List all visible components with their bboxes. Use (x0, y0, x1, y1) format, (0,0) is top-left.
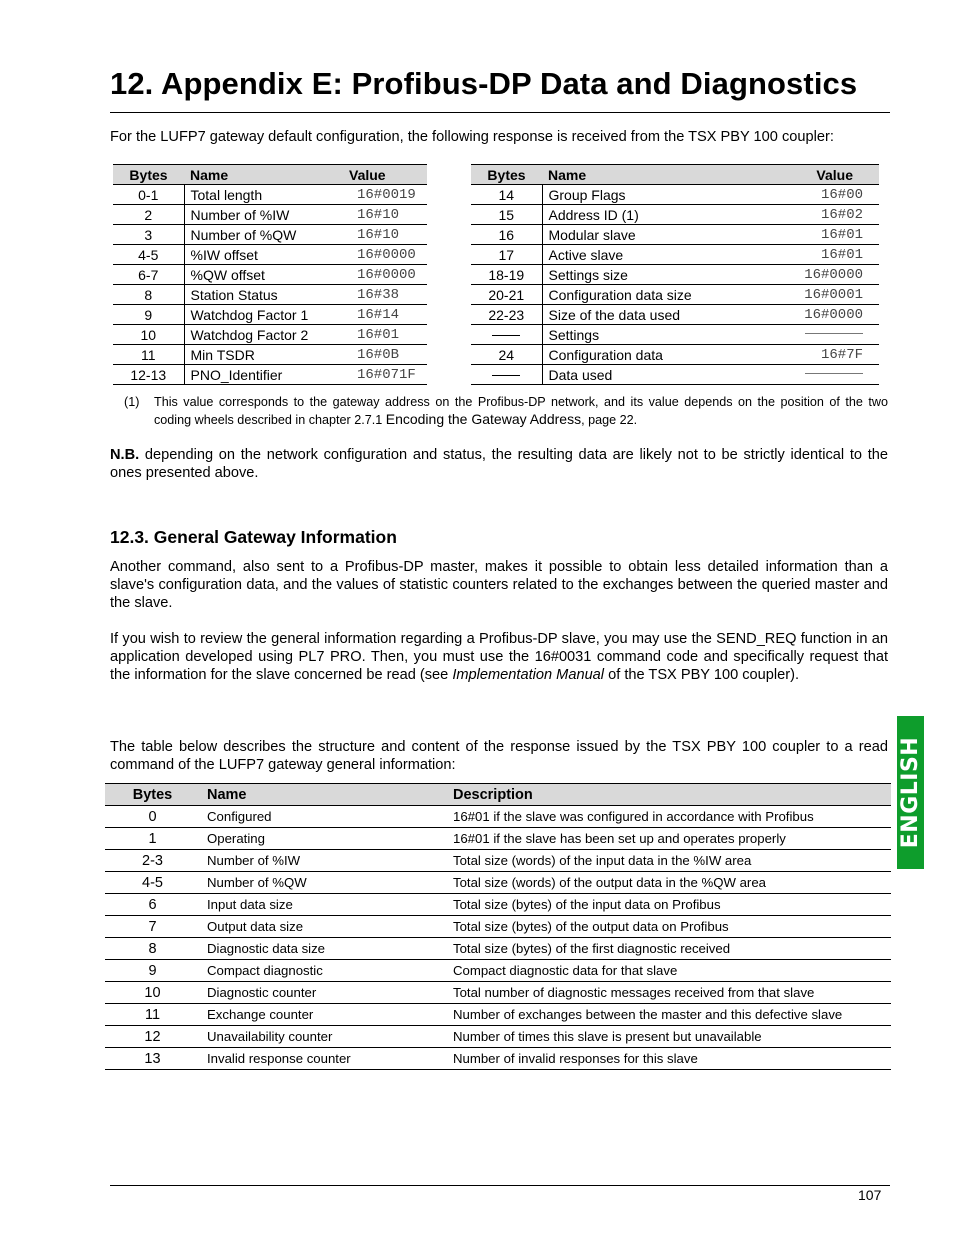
table-row (105, 850, 891, 872)
table-row (113, 245, 427, 265)
table-row (105, 1004, 891, 1026)
header-bytes: Bytes (113, 165, 184, 185)
bytes-cell: 7 (105, 916, 200, 938)
bytes-cell (471, 365, 542, 385)
right-table-header (471, 165, 879, 185)
footnote-text: This value corresponds to the gateway address on the Profibus-DP network, and its value depends on the position of the two coding wheels described in chapter 2.7.1 (154, 395, 888, 427)
name-cell: Size of the data used (542, 305, 798, 325)
dash-mark (492, 375, 520, 376)
bytes-cell: 10 (105, 982, 200, 1004)
description-cell: Total size (bytes) of the input data on Profibus (448, 894, 891, 916)
description-cell: Total size (words) of the input data in the %IW area (448, 850, 891, 872)
table-row (113, 205, 427, 225)
manual-reference: Implementation Manual (452, 667, 605, 683)
bytes-cell: 20-21 (471, 285, 542, 305)
table-row (113, 185, 427, 205)
bytes-cell: 22-23 (471, 305, 542, 325)
value-cell: 16#02 (798, 205, 879, 225)
bytes-cell: 10 (113, 325, 184, 345)
description-cell: Total size (bytes) of the first diagnostic received (448, 938, 891, 960)
name-cell: Min TSDR (184, 345, 349, 365)
name-cell: Settings (542, 325, 798, 345)
description-cell: Number of invalid responses for this slave (448, 1048, 891, 1070)
table-row (471, 305, 879, 325)
value-cell: 16#10 (349, 225, 427, 245)
name-cell: Diagnostic data size (200, 938, 448, 960)
footnote-page: , page 22. (581, 413, 638, 427)
footer-rule (110, 1185, 890, 1186)
table-row (105, 872, 891, 894)
name-cell: %QW offset (184, 265, 349, 285)
name-cell: Station Status (184, 285, 349, 305)
value-cell: 16#01 (798, 245, 879, 265)
table-row (471, 325, 879, 345)
bytes-cell: 8 (113, 285, 184, 305)
value-cell: 16#00 (798, 185, 879, 205)
bytes-cell: 6 (105, 894, 200, 916)
bytes-cell: 9 (105, 960, 200, 982)
value-cell: 16#0000 (349, 265, 427, 285)
language-tab-label: ENGLISH (898, 736, 923, 849)
bytes-cell: 12-13 (113, 365, 184, 385)
bytes-cell: 4-5 (113, 245, 184, 265)
paragraph-2-tail: of the TSX PBY 100 coupler). (604, 667, 800, 683)
name-cell: Group Flags (542, 185, 798, 205)
name-cell: PNO_Identifier (184, 365, 349, 385)
header-name: Name (542, 165, 798, 185)
description-cell: Number of exchanges between the master and this defective slave (448, 1004, 891, 1026)
bytes-cell: 18-19 (471, 265, 542, 285)
footnote-reference: Encoding the Gateway Address (385, 411, 582, 427)
description-cell: Total size (bytes) of the output data on Profibus (448, 916, 891, 938)
table-row (471, 265, 879, 285)
name-cell: Number of %IW (200, 850, 448, 872)
table-row (471, 205, 879, 225)
dash-mark (492, 335, 520, 336)
bytes-cell: 17 (471, 245, 542, 265)
table-row (471, 345, 879, 365)
left-table-header (113, 165, 427, 185)
value-cell: 16#14 (349, 305, 427, 325)
bytes-cell: 12 (105, 1026, 200, 1048)
table-row (471, 225, 879, 245)
value-cell: 16#7F (798, 345, 879, 365)
paragraph-2-text: If you wish to review the general information regarding a Profibus-DP slave, you may use the SEND_REQ function in an application developed using PL7 PRO. Then, you must use the 16#0031 command code and specifically request that the information for the slave concerned be read (see (110, 631, 888, 683)
right-table (471, 164, 879, 385)
name-cell: Number of %QW (200, 872, 448, 894)
page-number: 107 (858, 1187, 882, 1203)
name-cell: Input data size (200, 894, 448, 916)
table-row (105, 982, 891, 1004)
value-cell: 16#071F (349, 365, 427, 385)
bytes-cell: 24 (471, 345, 542, 365)
table-row (471, 185, 879, 205)
description-cell: Total number of diagnostic messages received from that slave (448, 982, 891, 1004)
value-cell (798, 365, 879, 385)
description-cell: Total size (words) of the output data in the %QW area (448, 872, 891, 894)
table-row (105, 916, 891, 938)
table-row (105, 960, 891, 982)
name-cell: Modular slave (542, 225, 798, 245)
value-cell (798, 325, 879, 345)
value-cell: 16#01 (349, 325, 427, 345)
name-cell: Output data size (200, 916, 448, 938)
language-tab (897, 716, 924, 869)
table-row (471, 245, 879, 265)
table-row (113, 285, 427, 305)
value-cell: 16#0019 (349, 185, 427, 205)
header-value: Value (798, 165, 879, 185)
paragraph-2 (110, 630, 888, 684)
dash-mark (805, 373, 863, 374)
dash-mark (805, 333, 863, 334)
name-cell: Diagnostic counter (200, 982, 448, 1004)
bytes-cell (471, 325, 542, 345)
name-cell: Total length (184, 185, 349, 205)
name-cell: Watchdog Factor 1 (184, 305, 349, 325)
nb-paragraph (110, 446, 888, 482)
header-value: Value (349, 165, 427, 185)
section-heading: 12.3. General Gateway Information (110, 527, 397, 547)
table-row (113, 325, 427, 345)
table-row (105, 806, 891, 828)
name-cell: Address ID (1) (542, 205, 798, 225)
value-cell: 16#0000 (349, 245, 427, 265)
name-cell: %IW offset (184, 245, 349, 265)
bytes-cell: 2-3 (105, 850, 200, 872)
title-rule (110, 112, 890, 113)
intro-paragraph: For the LUFP7 gateway default configuration, the following response is received from the TSX PBY 100 coupler: (110, 129, 834, 145)
bytes-cell: 13 (105, 1048, 200, 1070)
value-cell: 16#10 (349, 205, 427, 225)
bytes-cell: 0-1 (113, 185, 184, 205)
value-cell: 16#0000 (798, 305, 879, 325)
bytes-cell: 8 (105, 938, 200, 960)
table-row (105, 1048, 891, 1070)
header-name: Name (184, 165, 349, 185)
name-cell: Number of %QW (184, 225, 349, 245)
left-table (113, 164, 427, 385)
name-cell: Watchdog Factor 2 (184, 325, 349, 345)
paragraph-3: The table below describes the structure and content of the response issued by the TSX PBY 100 coupler to a read command of the LUFP7 gateway general information: (110, 739, 888, 773)
table-row (105, 828, 891, 850)
header-bytes: Bytes (105, 784, 200, 806)
name-cell: Exchange counter (200, 1004, 448, 1026)
bytes-cell: 4-5 (105, 872, 200, 894)
name-cell: Operating (200, 828, 448, 850)
table-row (113, 365, 427, 385)
name-cell: Compact diagnostic (200, 960, 448, 982)
bytes-cell: 11 (105, 1004, 200, 1026)
bytes-cell: 2 (113, 205, 184, 225)
table-row (113, 345, 427, 365)
nb-text: depending on the network configuration and status, the resulting data are likely not to be strictly identical to the ones presented above. (110, 447, 888, 481)
footnote-number: (1) (124, 395, 140, 409)
name-cell: Configuration data (542, 345, 798, 365)
value-cell: 16#01 (798, 225, 879, 245)
name-cell: Unavailability counter (200, 1026, 448, 1048)
paragraph-1: Another command, also sent to a Profibus-DP master, makes it possible to obtain less detailed information than a slave's configuration data, and the values of statistic counters related to the exchanges between the queried master and the slave. (110, 559, 888, 611)
nb-label: N.B. (110, 447, 140, 463)
footnote (124, 394, 888, 429)
bytes-cell: 16 (471, 225, 542, 245)
value-cell: 16#38 (349, 285, 427, 305)
header-description: Description (448, 784, 891, 806)
table-row (105, 938, 891, 960)
general-info-table (105, 783, 891, 1070)
description-cell: 16#01 if the slave was configured in accordance with Profibus (448, 806, 891, 828)
bytes-cell: 11 (113, 345, 184, 365)
table-row (105, 894, 891, 916)
table-row (105, 1026, 891, 1048)
header-bytes: Bytes (471, 165, 542, 185)
table-row (471, 285, 879, 305)
bytes-cell: 3 (113, 225, 184, 245)
bytes-cell: 1 (105, 828, 200, 850)
general-info-header (105, 784, 891, 806)
name-cell: Configured (200, 806, 448, 828)
table-row (471, 365, 879, 385)
name-cell: Invalid response counter (200, 1048, 448, 1070)
bytes-cell: 0 (105, 806, 200, 828)
name-cell: Data used (542, 365, 798, 385)
name-cell: Active slave (542, 245, 798, 265)
description-cell: Number of times this slave is present but unavailable (448, 1026, 891, 1048)
bytes-cell: 15 (471, 205, 542, 225)
name-cell: Configuration data size (542, 285, 798, 305)
bytes-cell: 14 (471, 185, 542, 205)
page-title: 12. Appendix E: Profibus-DP Data and Diagnostics (110, 66, 858, 101)
table-row (113, 265, 427, 285)
name-cell: Settings size (542, 265, 798, 285)
value-cell: 16#0001 (798, 285, 879, 305)
table-row (113, 225, 427, 245)
value-cell: 16#0000 (798, 265, 879, 285)
value-cell: 16#0B (349, 345, 427, 365)
header-name: Name (200, 784, 448, 806)
table-row (113, 305, 427, 325)
bytes-cell: 9 (113, 305, 184, 325)
name-cell: Number of %IW (184, 205, 349, 225)
bytes-cell: 6-7 (113, 265, 184, 285)
description-cell: Compact diagnostic data for that slave (448, 960, 891, 982)
description-cell: 16#01 if the slave has been set up and operates properly (448, 828, 891, 850)
